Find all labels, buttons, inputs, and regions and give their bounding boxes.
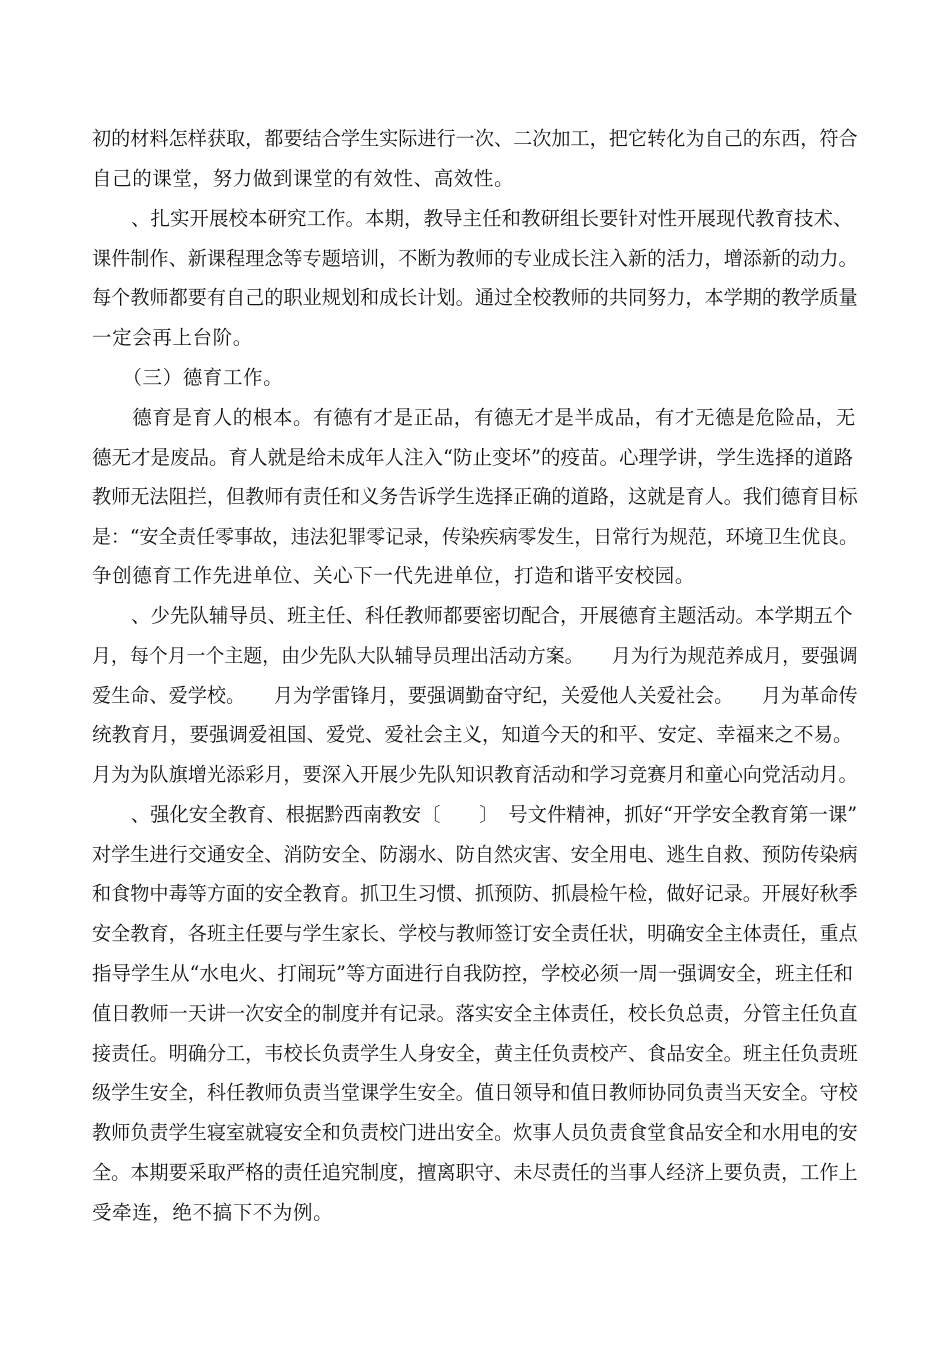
text-line: 教师负责学生寝室就寝安全和负责校门进出安全。炊事人员负责食堂食品安全和水用电的安 — [92, 1121, 858, 1144]
text-line: 一定会再上台阶。 — [92, 326, 253, 349]
text-line: 课件制作、新课程理念等专题培训，不断为教师的专业成长注入新的活力，增添新的动力。 — [92, 247, 858, 270]
text-line: 争创德育工作先进单位、关心下一代先进单位，打造和谐平安校园。 — [92, 564, 696, 587]
text-line: 指导学生从“水电火、打闹玩”等方面进行自我防控，学校必须一周一强调安全，班主任和 — [92, 962, 853, 985]
text-line: 值日教师一天讲一次安全的制度并有记录。落实安全主体责任，校长负总责，分管主任负直 — [92, 1002, 858, 1025]
text-line: 月，每个月一个主题，由少先队大队辅导员理出活动方案。 月为行为规范养成月，要强调 — [92, 645, 858, 667]
text-line: 、少先队辅导员、班主任、科任教师都要密切配合，开展德育主题活动。本学期五个 — [92, 604, 853, 627]
section-heading: （三）德育工作。 — [92, 366, 284, 389]
text-line: 月为为队旗增光添彩月，要深入开展少先队知识教育活动和学习竞赛月和童心向党活动月。 — [92, 763, 858, 786]
text-line: 爱生命、爱学校。 月为学雷锋月，要强调勤奋守纪，关爱他人关爱社会。 月为革命传 — [92, 684, 858, 707]
text-line: 初的材料怎样获取，都要结合学生实际进行一次、二次加工，把它转化为自己的东西，符合 — [92, 127, 858, 150]
text-line: 全。本期要采取严格的责任追究制度，擅离职守、未尽责任的当事人经济上要负责，工作上 — [92, 1161, 858, 1184]
text-line: 每个教师都要有自己的职业规划和成长计划。通过全校教师的共同努力，本学期的教学质量 — [92, 286, 858, 309]
text-line: 德无才是废品。育人就是给未成年人注入“防止变坏”的疫苗。心理学讲，学生选择的道路 — [92, 446, 853, 469]
text-line: 统教育月，要强调爱祖国、爱党、爱社会主义，知道今天的和平、安定、幸福来之不易。 — [92, 723, 853, 746]
text-line: 和食物中毒等方面的安全教育。抓卫生习惯、抓预防、抓晨检午检，做好记录。开展好秋季 — [92, 882, 858, 905]
text-line: 、扎实开展校本研究工作。本期，教导主任和教研组长要针对性开展现代教育技术、 — [92, 207, 853, 230]
text-line: 、强化安全教育、根据黔西南教安〔 〕 号文件精神，抓好“开学安全教育第一课” — [92, 803, 858, 826]
text-line: 对学生进行交通安全、消防安全、防溺水、防自然灾害、安全用电、逃生自救、预防传染病 — [92, 843, 858, 866]
text-line: 是：“安全责任零事故，违法犯罪零记录，传染疾病零发生，日常行为规范，环境卫生优良。 — [92, 526, 858, 548]
text-line: 德育是育人的根本。有德有才是正品，有德无才是半成品，有才无德是危险品，无 — [92, 406, 856, 429]
text-line: 自己的课堂，努力做到课堂的有效性、高效性。 — [92, 167, 515, 190]
text-line: 接责任。明确分工，韦校长负责学生人身安全，黄主任负责校产、食品安全。班主任负责班 — [92, 1042, 858, 1065]
text-line: 教师无法阻拦，但教师有责任和义务告诉学生选择正确的道路，这就是育人。我们德育目标 — [92, 485, 858, 508]
text-line: 受牵连，绝不搞下不为例。 — [92, 1201, 334, 1224]
text-line: 安全教育，各班主任要与学生家长、学校与教师签订安全责任状，明确安全主体责任，重点 — [92, 922, 858, 945]
text-line: 级学生安全，科任教师负责当堂课学生安全。值日领导和值日教师协同负责当天安全。守校 — [92, 1081, 858, 1104]
